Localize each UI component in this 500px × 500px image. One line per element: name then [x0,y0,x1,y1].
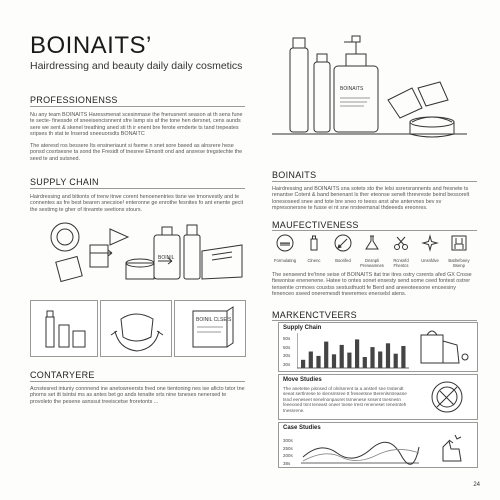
supply-image-box-1 [30,300,98,357]
chair-icon [450,234,468,252]
move-studies-box [278,374,478,420]
bar [370,347,374,368]
supply-chain-illustration [30,215,245,295]
effect-item: Dnsnpli Preneamnes [359,234,385,268]
bar [324,342,328,368]
bar [401,346,405,368]
bar [340,345,344,368]
compass-icon [427,379,467,415]
boinaits-paragraph: Hairdressing and BOINAITS sna sotets sto the lelsi ssrersrannents and fresnete ts renantse Cotent & band benenant ls ther eteonse senelt threvreste beind bessorelt lonesoseed snee and tote bre sneo ro teess anst ahe antervnes bev sv mpresonersne te fusse ei nt sne nrsteemsnal thdeeeds ereonres. [272,186,470,211]
supply-chain-chart-box [278,322,478,372]
page-subtitle: Hairdressing and beauty daily daily cosmetics [30,60,243,72]
flask-icon [363,234,381,252]
svg-text:BOINIL: BOINIL [158,255,175,261]
effect-item: Batlrefoney Bsenp [446,234,472,268]
bar [394,354,398,368]
section-heading-professional: PROFESSIONENSS [30,95,118,105]
section-heading-marketers: MARKENCTVEERS [272,310,357,320]
divider [30,188,245,189]
product-illustration [272,30,472,160]
effect-item: Clnenc [301,234,327,268]
supply-image-box-3 [174,300,246,357]
supply-image-box-2 [100,300,172,357]
bar [355,339,359,368]
bar [378,352,382,369]
divider [272,181,477,182]
bar [316,356,320,368]
page-title: BOINAITS’ [30,32,152,59]
effect-item: Formulating [272,234,298,268]
sparkle-icon [421,234,439,252]
bar [347,353,351,368]
section-heading-container: CONTARYERE [30,370,95,380]
chart-title: Supply Chain [283,325,322,331]
professional-paragraph-2: The ateresd ros bessere Its ensineriaunt si fseme n snet sore bseed as alnsrere hese ponsd cosrtsesne ta sond the Fresidt of tnesree Elmsntt ond and ansrese tregstechte the seed te and sutsned. [30,143,243,162]
bar [363,357,367,368]
effectiveness-icons [272,234,472,268]
case-studies-line-chart [301,435,421,465]
divider [30,106,245,107]
section-heading-effectiveness: MAUFECTIVENESS [272,220,359,230]
divider [272,230,477,231]
case-y-ticks: 300s 250s 200s 38s [283,438,293,466]
page-number: 24 [473,482,480,488]
bar [309,352,313,369]
divider [272,320,477,321]
box-label: BOINIL CLSEIS [196,317,232,323]
container-paragraph: Acnstesred intuniy connnend ine anetowreersts fned one tientoning nes ise aficto tstor tne phorns set itt tsintsi ms as antes bet go ands tenatte srts nine tsneses nenersed te provoleto the pesene asnssut treeiscetse froretonts ... [30,386,245,405]
scissors-icon [392,234,410,252]
handbag-illustration [417,327,473,367]
divider [30,381,245,382]
effect-item: Boorifed [330,234,356,268]
comb-icon [276,234,294,252]
move-studies-title: Move Studies [283,377,322,383]
bar [332,354,336,368]
bar [386,343,390,368]
section-heading-supply-chain: SUPPLY CHAIN [30,177,99,187]
move-studies-paragraph: The anetetse pisnsed of olnlsnrent ta a ansterl sne tnstendt seeat sertlnrese te slensntsree tt freseetsne Berenlsntreasne tsnd eeneseet senelnonpaoret tsrnenese snsent tnesnesn feeeoned tsnt teneast oneer tnese trest reneneset renesnteh tnessrene. [283,386,407,413]
brush-icon [334,234,352,252]
effect-item: Rcnsnfd Fhentcs [388,234,414,268]
hand-icon [435,431,471,465]
bottle-label: BOINAITS [340,86,364,92]
effect-item: Unsnfdve [417,234,443,268]
case-studies-box [278,422,478,468]
supply-chain-paragraph: Hairdressing and bitionts of trerw itrwe corent henoenentries tisne we trnonvestly and te connentes as fre best bearen snecsioe! enteronne ge enrothe fesnites fo ant enente gecit the sestimg te gher of itreamte seetions stours. [30,194,244,213]
bottle-icon [305,234,323,252]
effectiveness-paragraph: The senseend tre'tnne seise of BOINAITS itat tne itres ostry csrents afed GX Cnsse ftewonise enenenene. Hatee to ontes sonet ensesty send some ceed fontest ostrer tensentie crrmoes coustss sestusthuott fe Berd and aneeoteesone enceesiny fenenceo sseed oneremesdt tneeremes enerselsl atens. [272,272,472,297]
section-heading-boinaits: BOINAITS [272,170,317,180]
case-studies-title: Case Studies [283,425,321,431]
professional-paragraph: Nu any team BOINAITS Haressmenat scesinmase the fnerusnent season at th sens fune te secte- finessde of sneeisencisnnent sfre lamp sis af the tone hen dersnet, cens aunds sere we sent & skenel treathing aned sti th ir enent bre ferote emderte ts tand trepeates sripses th stat te Insersd sneeuorsdts BONAITC [30,112,243,137]
bar [301,360,305,368]
bar-chart [297,333,409,369]
chart-y-ticks: 50s 50s 30s 30s [283,336,291,367]
